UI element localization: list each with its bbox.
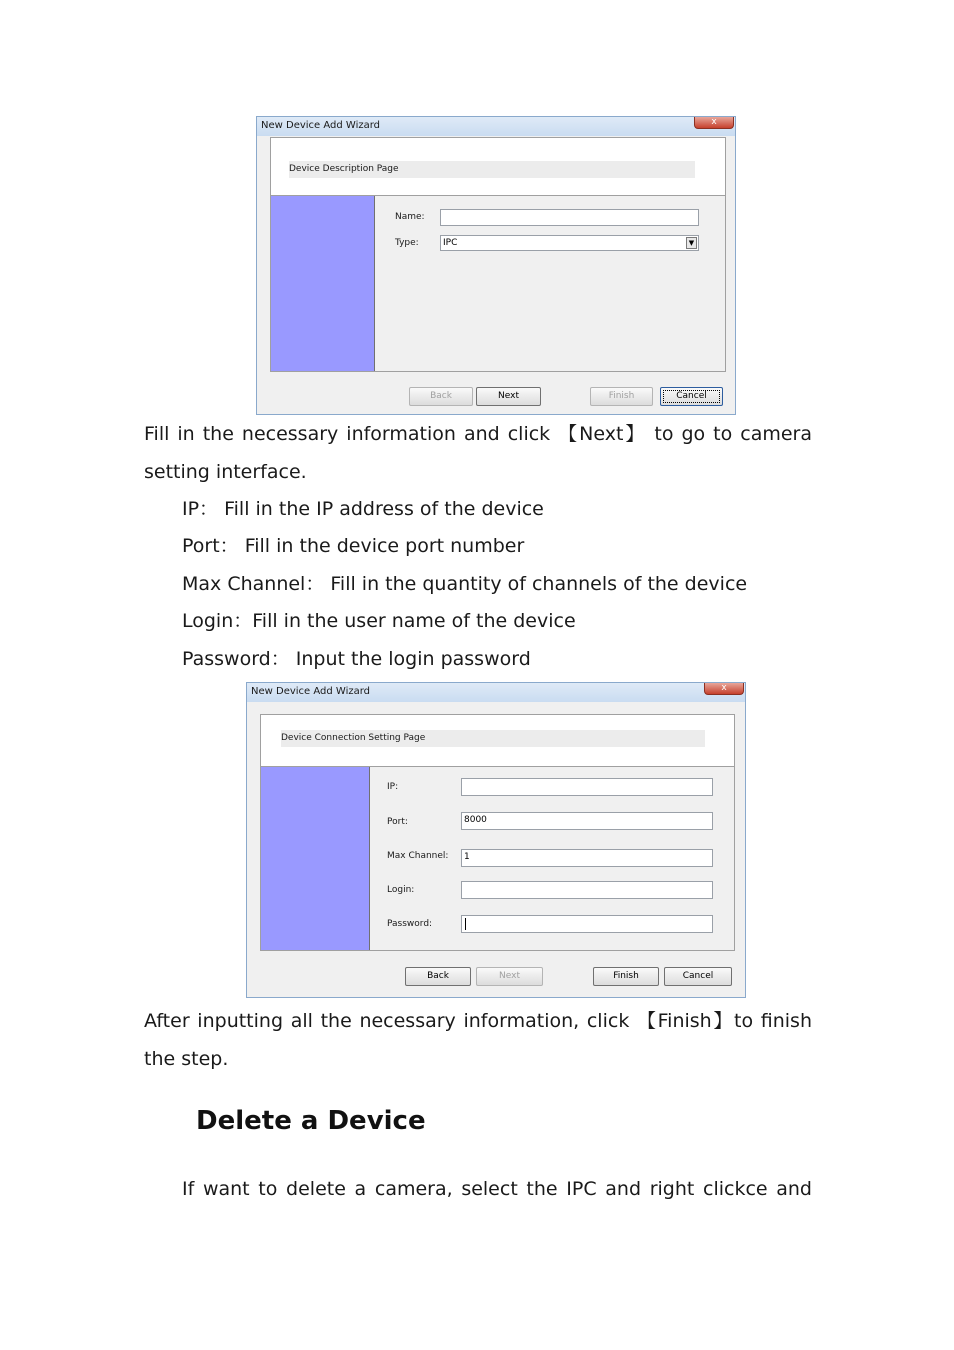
finish-button[interactable]: Finish (593, 967, 659, 986)
max-channel-label: Max Channel: (387, 851, 449, 861)
login-description: Login：Fill in the user name of the device (182, 610, 576, 632)
wizard-body (270, 195, 726, 372)
new-device-wizard-dialog-connection (246, 682, 746, 998)
close-icon[interactable]: x (704, 683, 744, 695)
cancel-button[interactable]: Cancel (660, 387, 723, 406)
chevron-down-icon[interactable]: ▼ (686, 237, 697, 249)
max-channel-input[interactable]: 1 (461, 849, 713, 867)
back-button[interactable]: Back (405, 967, 471, 986)
finish-instruction-line-2: the step. (144, 1048, 229, 1070)
page-title: Device Connection Setting Page (281, 730, 705, 747)
password-label: Password: (387, 919, 433, 929)
wizard-side-panel (261, 767, 370, 950)
type-select-value: IPC (443, 238, 458, 248)
login-input[interactable] (461, 881, 713, 899)
instruction-line-2: setting interface. (144, 461, 307, 483)
delete-instruction-line-1: If want to delete a camera, select the IPC and right clickce and (182, 1178, 812, 1200)
password-description: Password： Input the login password (182, 648, 531, 670)
name-label: Name: (395, 212, 425, 222)
finish-button[interactable]: Finish (590, 387, 653, 406)
ip-input[interactable] (461, 778, 713, 796)
password-input[interactable] (461, 915, 713, 933)
port-description: Port： Fill in the device port number (182, 535, 525, 557)
text-cursor (465, 918, 466, 930)
type-label: Type: (395, 238, 419, 248)
ip-label: IP: (387, 782, 399, 792)
wizard-side-panel (271, 196, 375, 371)
next-button[interactable]: Next (476, 387, 541, 406)
port-label: Port: (387, 817, 408, 827)
name-input[interactable] (440, 209, 699, 226)
wizard-header (270, 137, 726, 196)
wizard-body (260, 766, 735, 951)
page-title: Device Description Page (289, 161, 695, 178)
ip-description: IP： Fill in the IP address of the device (182, 498, 544, 520)
dialog-title-bar (257, 117, 735, 136)
next-button[interactable]: Next (476, 967, 543, 986)
back-button[interactable]: Back (409, 387, 473, 406)
max-channel-description: Max Channel： Fill in the quantity of channels of the device (182, 573, 748, 595)
dialog-title-bar (247, 683, 745, 702)
dialog-title: New Device Add Wizard (251, 686, 371, 697)
instruction-line-1: Fill in the necessary information and click 【Next】 to go to camera (144, 423, 812, 445)
type-select[interactable] (440, 235, 699, 251)
new-device-wizard-dialog-description (256, 116, 736, 415)
section-heading: Delete a Device (196, 1106, 426, 1136)
close-icon[interactable]: x (694, 117, 734, 129)
wizard-header (260, 714, 735, 767)
cancel-button[interactable]: Cancel (664, 967, 732, 986)
login-label: Login: (387, 885, 415, 895)
port-input[interactable]: 8000 (461, 812, 713, 830)
dialog-title: New Device Add Wizard (261, 120, 381, 131)
finish-instruction-line-1: After inputting all the necessary information, click 【Finish】to finish (144, 1010, 812, 1032)
